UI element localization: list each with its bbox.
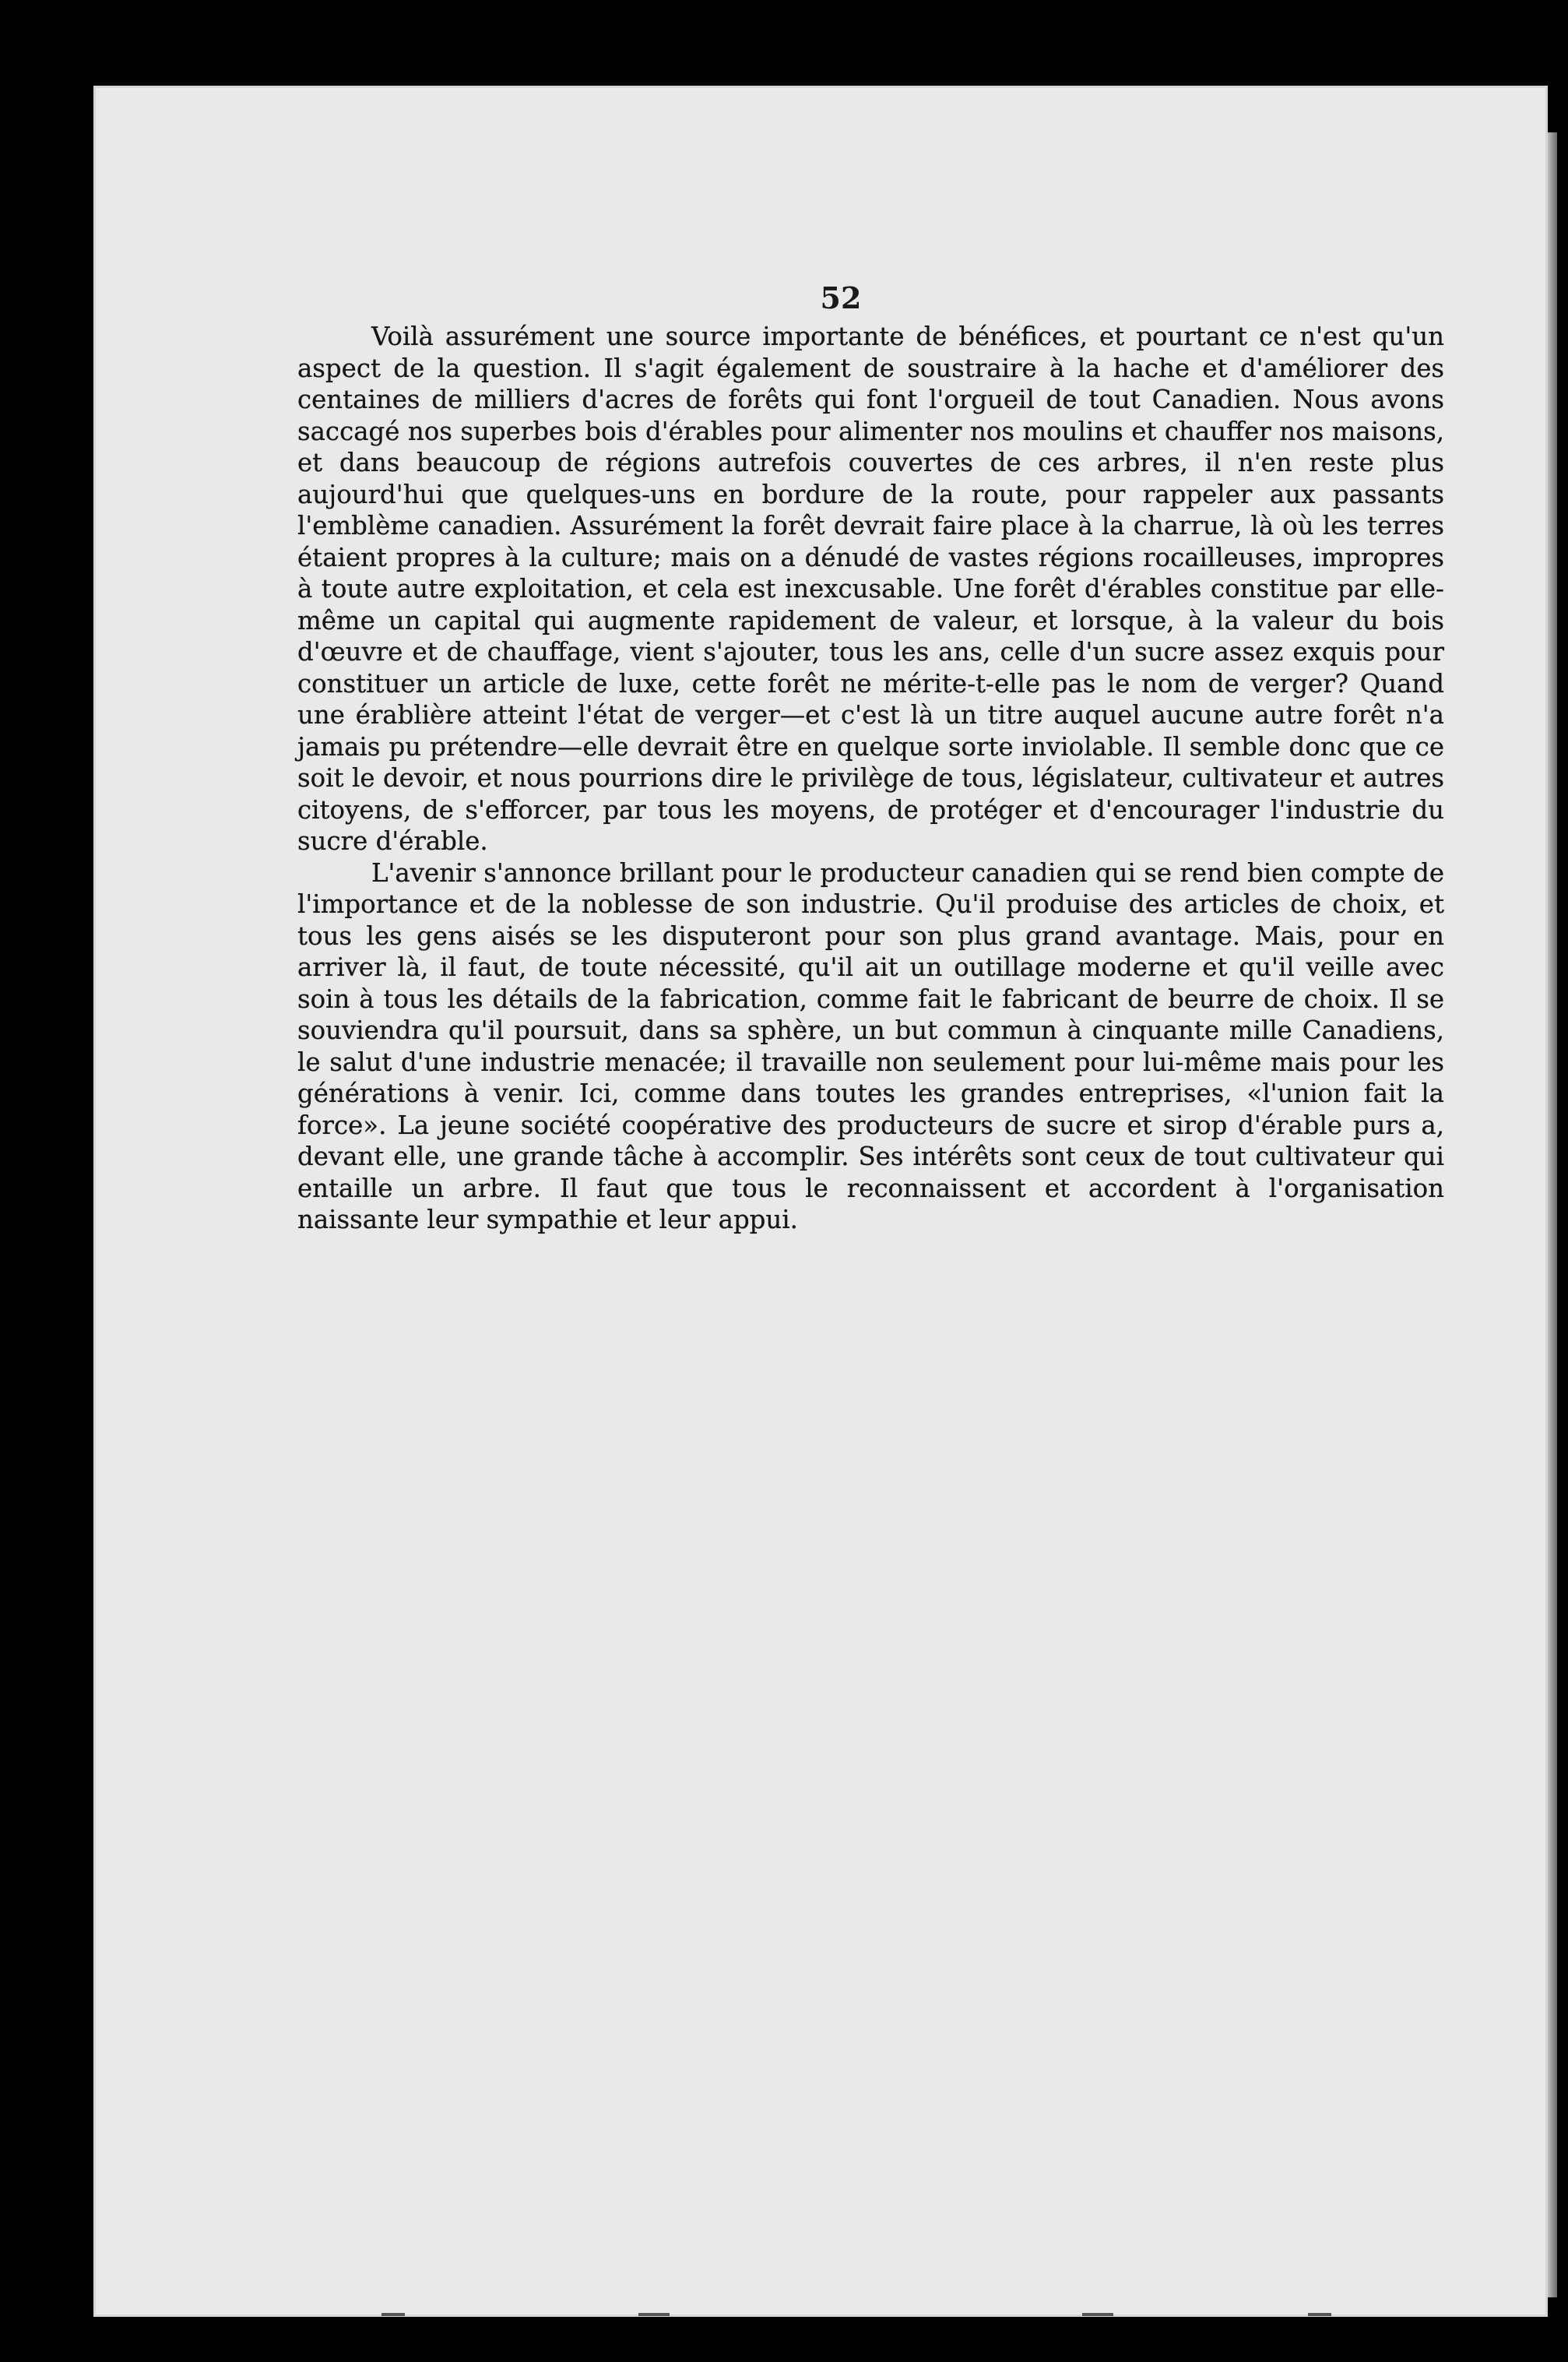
scan-mark xyxy=(1082,2313,1113,2316)
scan-mark xyxy=(638,2313,670,2316)
body-text xyxy=(297,321,1444,1236)
scan-mark xyxy=(381,2313,405,2316)
document-page xyxy=(93,86,1548,2317)
scan-artifacts xyxy=(202,2313,1526,2318)
scan-mark xyxy=(1308,2313,1331,2316)
paragraph: Voilà assurément une source importante de bénéfices, et pourtant ce n'est qu'un aspect de la question. Il s'agit également de soustraire à la hache et d'améliorer des centaines de milliers d'acres de forêts qui font l'orgueil de tout Canadien. Nous avons saccagé nos superbes bois d'érables pour alimenter nos moulins et chauffer nos maisons, et dans beaucoup de régions autrefois couvertes de ces arbres, il n'en reste plus aujourd'hui que quelques-uns en bordure de la route, pour rappeler aux passants l'emblème canadien. Assurément la forêt devrait faire place à la charrue, là où les terres étaient propres à la culture; mais on a dénudé de vastes régions rocailleuses, impropres à toute autre exploitation, et cela est inexcusable. Une forêt d'érables constitue par elle-même un capital qui augmente rapidement de valeur, et lorsque, à la valeur du bois d'œuvre et de chauffage, vient s'ajouter, tous les ans, celle d'un sucre assez exquis pour constituer un article de luxe, cette forêt ne mérite-t-elle pas le nom de verger? Quand une érablière atteint l'état de verger—et c'est là un titre auquel aucune autre forêt n'a jamais pu prétendre—elle devrait être en quelque sorte inviolable. Il semble donc que ce soit le devoir, et nous pourrions dire le privilège de tous, législateur, cultivateur et autres citoyens, de s'efforcer, par tous les moyens, de protéger et d'encourager l'industrie du sucre d'érable. xyxy=(297,322,1444,856)
paragraph: L'avenir s'annonce brillant pour le producteur canadien qui se rend bien compte de l'importance et de la noblesse de son industrie. Qu'il produise des articles de choix, et tous les gens aisés se les disputeront pour son plus grand avantage. Mais, pour en arriver là, il faut, de toute nécessité, qu'il ait un outillage moderne et qu'il veille avec soin à tous les détails de la fabrication, comme fait le fabricant de beurre de choix. Il se souviendra qu'il poursuit, dans sa sphère, un but commun à cinquante mille Canadiens, le salut d'une industrie menacée; il travaille non seulement pour lui-même mais pour les générations à venir. Ici, comme dans toutes les grandes entreprises, «l'union fait la force». La jeune société coopérative des producteurs de sucre et sirop d'érable purs a, devant elle, une grande tâche à accomplir. Ses intérêts sont ceux de tout cultivateur qui entaille un arbre. Il faut que tous le reconnaissent et accordent à l'organisation naissante leur sympathie et leur appui. xyxy=(297,857,1444,1234)
page-edge-shadow xyxy=(1548,132,1557,2297)
page-number: 52 xyxy=(820,280,862,315)
